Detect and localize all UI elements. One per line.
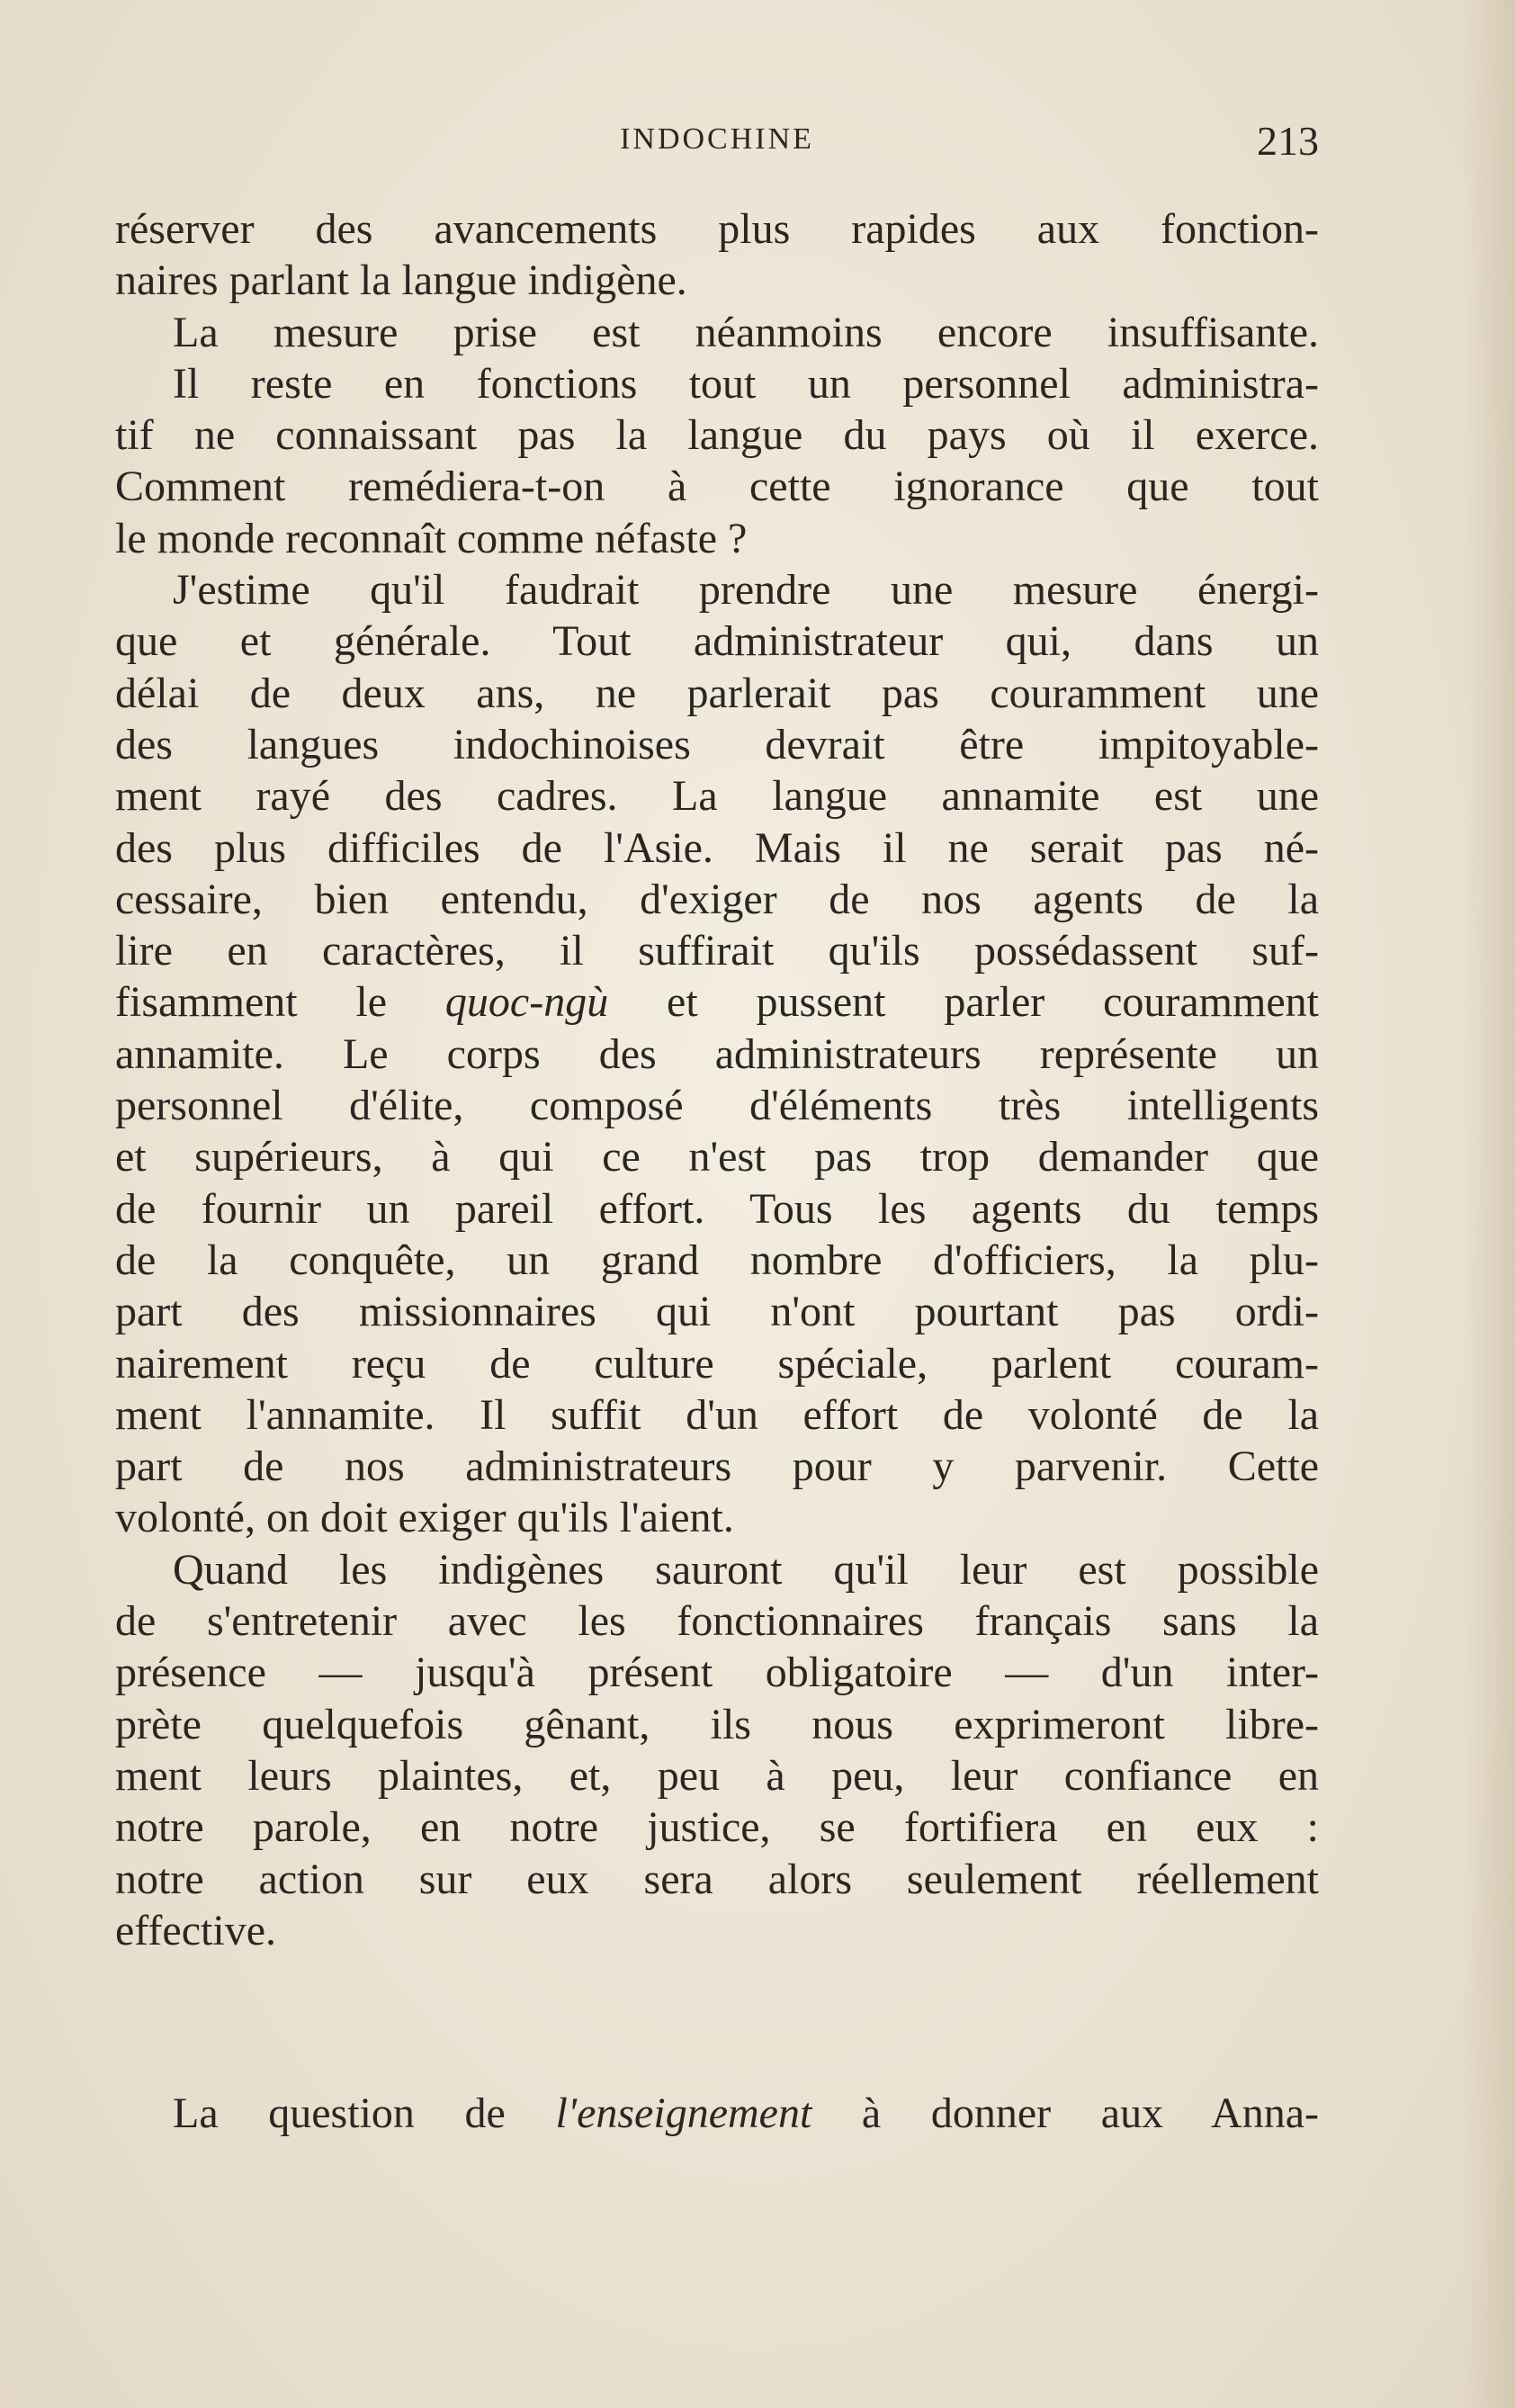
text-line: ment l'annamite. Il suffit d'un effort de volonté de la [115,1390,1319,1439]
text-segment: fisamment le [115,978,445,1027]
text-line: La mesure prise est néanmoins encore insuffisante. [173,308,1319,356]
text-segment: et pussent parler couramment [608,978,1319,1027]
text-line: le monde reconnaît comme néfaste ? [115,514,748,562]
text-segment: La question de [173,2089,556,2137]
text-line: réserver des avancements plus rapides aux fonction- [115,205,1319,253]
running-head: INDOCHINE [620,122,814,156]
text-line: tif ne connaissant pas la langue du pays où il exerce. [115,411,1319,460]
text-line: Il reste en fonctions tout un personnel administra- [173,359,1319,408]
text-line: nairement reçu de culture spéciale, parlent couram- [115,1339,1319,1388]
text-line: et supérieurs, à qui ce n'est pas trop demander que [115,1133,1319,1182]
text-line: notre action sur eux sera alors seulement réellement [115,1855,1319,1903]
text-line: délai de deux ans, ne parlerait pas couramment une [115,669,1319,717]
text-line [115,976,1319,1028]
text-line: effective. [115,1906,276,1954]
text-line: part de nos administrateurs pour y parvenir. Cette [115,1442,1319,1491]
text-line: personnel d'élite, composé d'éléments très intelligents [115,1082,1319,1130]
italic-term: l'enseignement [555,2089,812,2137]
text-line: que et générale. Tout administrateur qui, dans un [115,617,1319,666]
body-text [115,203,1319,1956]
text-line: cessaire, bien entendu, d'exiger de nos agents de la [115,875,1319,923]
page-number: 213 [1257,118,1319,164]
text-line: Quand les indigènes sauront qu'il leur est possible [173,1545,1319,1594]
section-opening [115,2088,1319,2139]
text-line: de s'entretenir avec les fonctionnaires français sans la [115,1597,1319,1646]
text-line: lire en caractères, il suffirait qu'ils possédassent suf- [115,927,1319,975]
text-line: des langues indochinoises devrait être impitoyable- [115,720,1319,768]
text-line: de fournir un pareil effort. Tous les agents du temps [115,1184,1319,1233]
page-header [115,118,1319,167]
text-line: Comment remédiera-t-on à cette ignorance que tout [115,463,1319,511]
text-segment: à donner aux Anna- [811,2089,1320,2137]
text-line: des plus difficiles de l'Asie. Mais il ne serait pas né- [115,823,1319,872]
text-line: ment leurs plaintes, et, peu à peu, leur confiance en [115,1751,1319,1800]
text-line: J'estime qu'il faudrait prendre une mesure énergi- [173,566,1319,615]
text-line: de la conquête, un grand nombre d'officiers, la plu- [115,1235,1319,1284]
italic-term: quoc-ngù [444,978,609,1027]
text-line: ment rayé des cadres. La langue annamite est une [115,772,1319,821]
text-line: notre parole, en notre justice, se fortifiera en eux : [115,1803,1319,1852]
text-line: naires parlant la langue indigène. [115,256,687,305]
text-line: présence — jusqu'à présent obligatoire — d'un inter- [115,1649,1319,1697]
text-line: volonté, on doit exiger qu'ils l'aient. [115,1494,734,1542]
text-line: annamite. Le corps des administrateurs représente un [115,1029,1319,1078]
text-line: prète quelquefois gênant, ils nous exprimeront libre- [115,1700,1319,1748]
text-line [115,2088,1319,2139]
text-line: part des missionnaires qui n'ont pourtant pas ordi- [115,1288,1319,1336]
